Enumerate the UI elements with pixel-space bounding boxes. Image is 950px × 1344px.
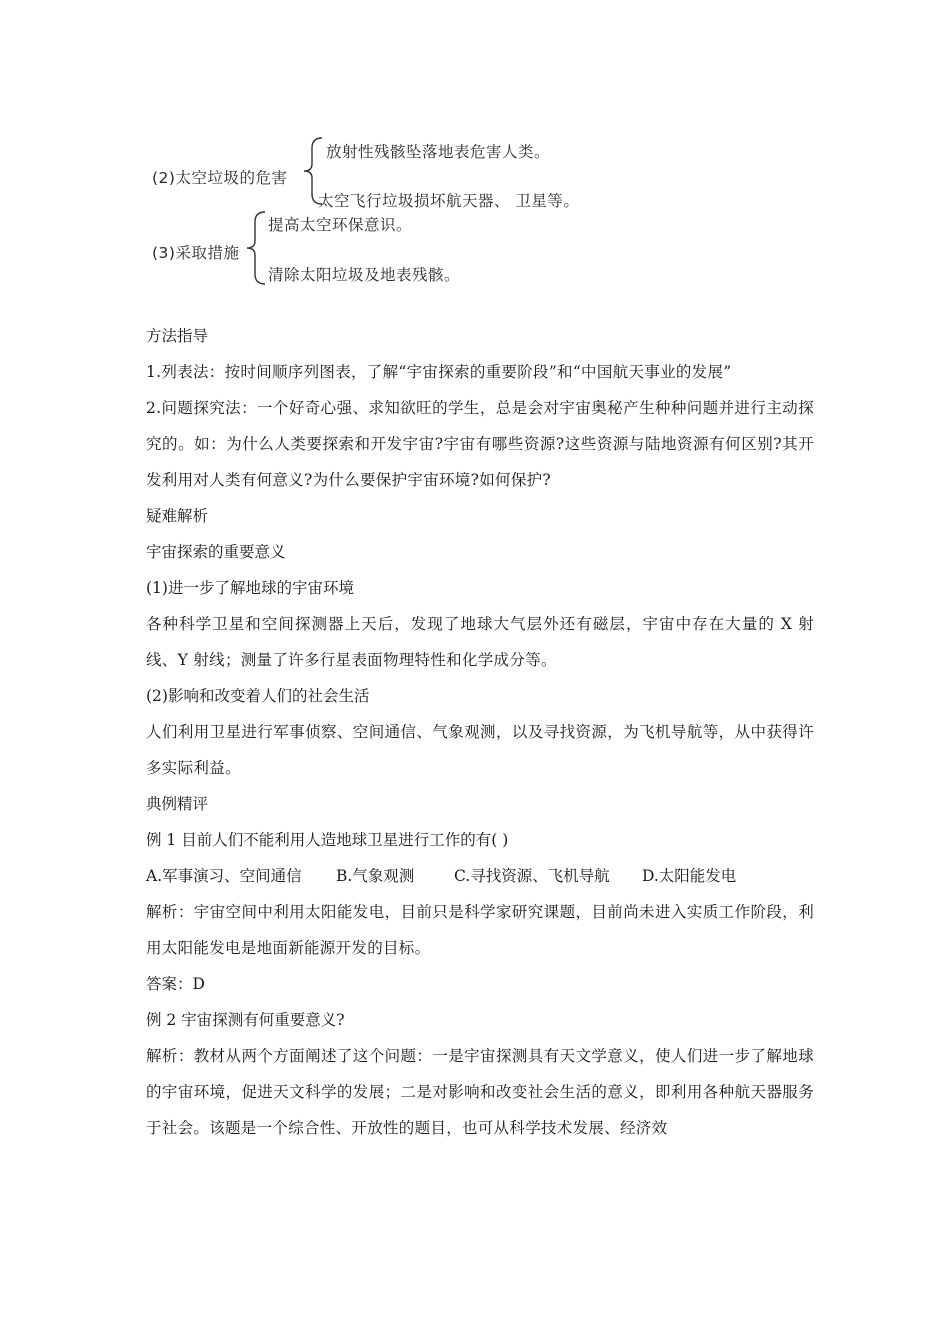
harm-item-1: 放射性残骸坠落地表危害人类。 bbox=[326, 143, 551, 161]
measure-brace bbox=[243, 210, 267, 286]
method-item-2: 2.问题探究法：一个好奇心强、求知欲旺的学生，总是会对宇宙奥秘产生种种问题并进行主动探究的。如：为什么人类要探索和开发宇宙?宇宙有哪些资源?这些资源与陆地资源有何区别?其开发利用对人类有何意义?为什么要保护宇宙环境?如何保护? bbox=[146, 399, 814, 489]
choice-b: B.气象观测 bbox=[336, 867, 415, 885]
choice-d: D.太阳能发电 bbox=[642, 867, 737, 885]
method-item-1: 1.列表法：按时间顺序列图表，了解“宇宙探索的重要阶段”和“中国航天事业的发展” bbox=[146, 363, 732, 381]
analysis-title: 疑难解析 bbox=[146, 507, 209, 525]
analysis-subtitle: 宇宙探索的重要意义 bbox=[146, 543, 286, 561]
measure-item-1: 提高太空环保意识。 bbox=[268, 216, 413, 234]
example2-question: 例 2 宇宙探测有何重要意义? bbox=[146, 1011, 345, 1029]
example1-question: 例 1 目前人们不能利用人造地球卫星进行工作的有( ) bbox=[146, 831, 509, 849]
method-title: 方法指导 bbox=[146, 327, 209, 345]
point2-title: (2)影响和改变着人们的社会生活 bbox=[146, 687, 370, 705]
document-body bbox=[146, 318, 814, 1146]
example2-analysis: 解析：教材从两个方面阐述了这个问题：一是宇宙探测具有天文学意义，使人们进一步了解地球的宇宙环境，促进天文科学的发展；二是对影响和改变社会生活的意义，即利用各种航天器服务于社会。该题是一个综合性、开放性的题目，也可从科学技术发展、经济效 bbox=[146, 1047, 814, 1137]
harm-item-2: 太空飞行垃圾损坏航天器、 卫星等。 bbox=[318, 192, 580, 210]
point1-text: 各种科学卫星和空间探测器上天后，发现了地球大气层外还有磁层，宇宙中存在大量的 X 射线、Y 射线；测量了许多行星表面物理特性和化学成分等。 bbox=[146, 615, 814, 669]
brace-diagram bbox=[0, 0, 950, 300]
examples-title: 典例精评 bbox=[146, 795, 209, 813]
example1-answer: 答案：D bbox=[146, 975, 205, 993]
measure-item-2: 清除太阳垃圾及地表残骸。 bbox=[268, 266, 461, 284]
point1-title: (1)进一步了解地球的宇宙环境 bbox=[146, 579, 354, 597]
choice-c: C.寻找资源、飞机导航 bbox=[454, 867, 610, 885]
choice-a: A.军事演习、空间通信 bbox=[146, 867, 302, 885]
point2-text: 人们利用卫星进行军事侦察、空间通信、气象观测，以及寻找资源，为飞机导航等，从中获得许多实际利益。 bbox=[146, 723, 814, 777]
harm-label: (2)太空垃圾的危害 bbox=[152, 169, 288, 187]
example1-choices bbox=[146, 858, 814, 894]
measure-label: (3)采取措施 bbox=[152, 244, 240, 262]
example1-analysis: 解析：宇宙空间中利用太阳能发电，目前只是科学家研究课题，目前尚未进入实质工作阶段，利用太阳能发电是地面新能源开发的目标。 bbox=[146, 903, 814, 957]
